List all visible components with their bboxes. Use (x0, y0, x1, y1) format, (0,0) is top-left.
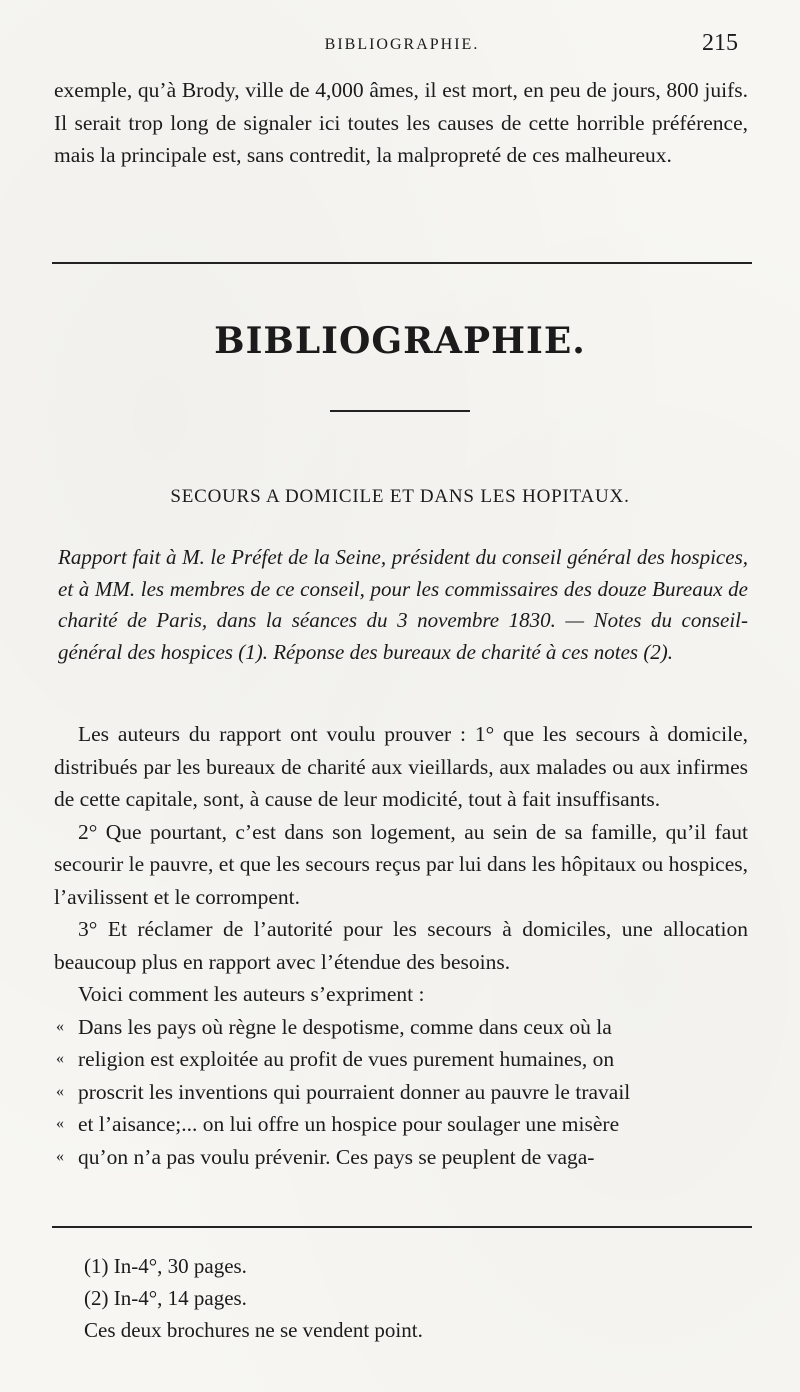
quote-mark: « (56, 1050, 64, 1067)
footnotes (84, 1250, 744, 1346)
quote-line (54, 1108, 748, 1141)
opening-paragraph: exemple, qu’à Brody, ville de 4,000 âmes, il est mort, en peu de jours, 800 juifs. Il serait trop long de signaler ici toutes les causes de cette horrible préférence, mais la principale est, sans contredit, la malpropreté de ces malheureux. (54, 78, 748, 167)
quote-line (54, 1141, 748, 1174)
quote-line-text: qu’on n’a pas voulu prévenir. Ces pays se peuplent de vaga- (78, 1144, 595, 1169)
quote-line (54, 1076, 748, 1109)
quote-line-text: proscrit les inventions qui pourraient donner au pauvre le travail (78, 1079, 631, 1104)
running-header (52, 30, 752, 60)
quote-mark: « (56, 1115, 64, 1132)
quote-line (54, 1011, 748, 1044)
footnote-divider-rule (52, 1226, 752, 1228)
body-paragraph-2: 2° Que pourtant, c’est dans son logement, au sein de sa famille, qu’il faut secourir le pauvre, et que les secours reçus par lui dans les hôpitaux ou hospices, l’avilissent et le corrompent. (54, 819, 748, 909)
footnote-1: (1) In-4°, 30 pages. (84, 1254, 247, 1278)
body-paragraph-4: Voici comment les auteurs s’expriment : (78, 982, 425, 1006)
title-underline-rule (330, 410, 470, 412)
body-text (54, 718, 748, 1173)
quote-line-text: Dans les pays où règne le despotisme, comme dans ceux où la (78, 1014, 612, 1039)
quote-mark: « (56, 1017, 64, 1035)
body-paragraph-3: 3° Et réclamer de l’autorité pour les secours à domiciles, une allocation beaucoup plus en rapport avec l’étendue des besoins. (54, 917, 748, 974)
quote-line (54, 1043, 748, 1076)
body-paragraph-1: Les auteurs du rapport ont voulu prouver : 1° que les secours à domicile, distribués par les bureaux de charité aux vieillards, aux malades ou aux infirmes de cette capitale, sont, à cause de leur modicité, tout à fait insuffisants. (54, 722, 748, 811)
section-title: SECOURS A DOMICILE ET DANS LES HOPITAUX. (170, 486, 630, 507)
footnote-2: (2) In-4°, 14 pages. (84, 1286, 247, 1310)
main-title: BIBLIOGRAPHIE. (214, 320, 586, 362)
footnote-closing-remark: Ces deux brochures ne se vendent point. (84, 1318, 423, 1342)
quotation-block (54, 1011, 748, 1174)
section-divider-rule (52, 262, 752, 264)
running-title: BIBLIOGRAPHIE. (324, 36, 480, 53)
report-reference: Rapport fait à M. le Préfet de la Seine, président du conseil général des hospices, et à MM. les membres de ce conseil, pour les commissaires des douze Bureaux de charité de Paris, dans la séances du 3 novembre 1830. — Notes du conseil-général des hospices (1). Réponse des bureaux de charité à ces notes (2). (58, 545, 748, 664)
quote-line-text: religion est exploitée au profit de vues purement humaines, on (78, 1047, 615, 1071)
quote-line-text: et l’aisance;... on lui offre un hospice pour soulager une misère (78, 1112, 620, 1136)
page-number: 215 (702, 30, 738, 56)
quote-mark: « (56, 1147, 64, 1165)
quote-mark: « (56, 1082, 64, 1100)
